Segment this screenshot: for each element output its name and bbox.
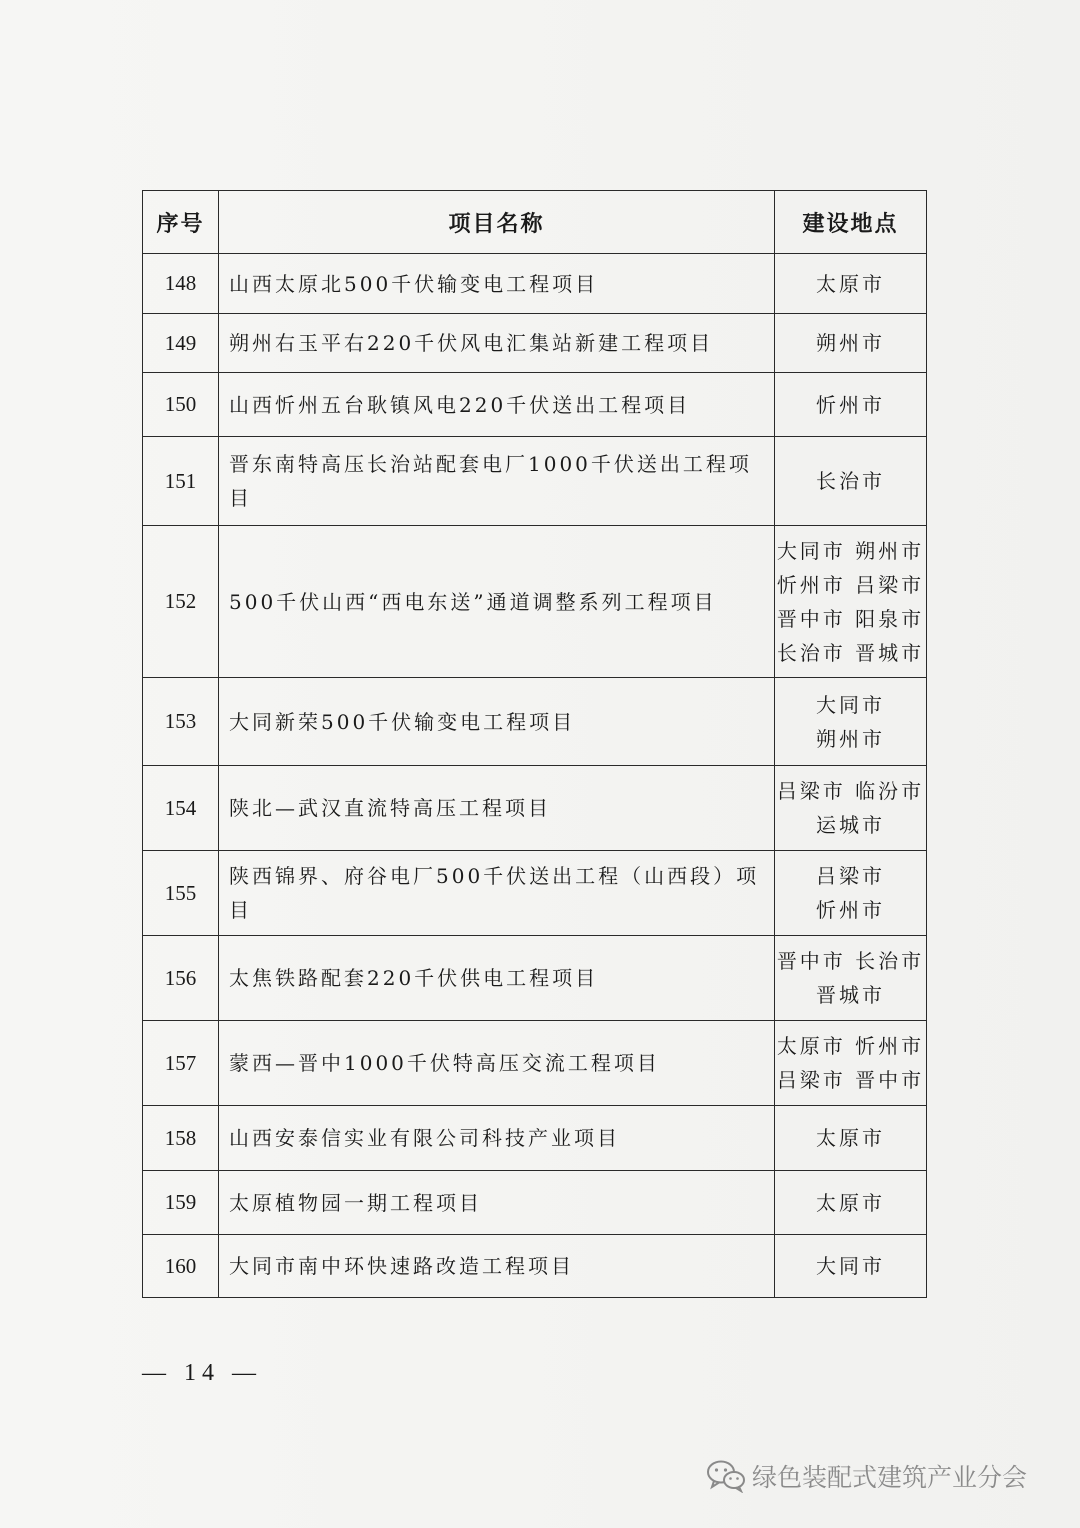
table-row xyxy=(143,936,927,1021)
project-location xyxy=(775,373,927,437)
project-name: 500千伏山西“西电东送”通道调整系列工程项目 xyxy=(219,526,775,678)
row-number: 153 xyxy=(143,678,219,766)
project-location xyxy=(775,1235,927,1298)
location-line: 晋城市 xyxy=(816,983,885,1007)
location-line: 忻州市 吕梁市 xyxy=(776,572,925,597)
table-row xyxy=(143,314,927,373)
table-row xyxy=(143,1106,927,1171)
project-name: 山西太原北500千伏输变电工程项目 xyxy=(219,254,775,314)
row-number: 150 xyxy=(143,373,219,437)
project-location xyxy=(775,1021,927,1106)
project-location xyxy=(775,936,927,1021)
wechat-icon xyxy=(706,1459,746,1493)
table-row xyxy=(143,373,927,437)
location-line: 吕梁市 临汾市 xyxy=(776,779,925,803)
project-name: 大同新荣500千伏输变电工程项目 xyxy=(219,678,775,766)
location-line: 晋中市 长治市 xyxy=(776,949,925,973)
table-row xyxy=(143,766,927,851)
row-number: 157 xyxy=(143,1021,219,1106)
row-number: 158 xyxy=(143,1106,219,1171)
project-name: 朔州右玉平右220千伏风电汇集站新建工程项目 xyxy=(219,314,775,373)
location-line: 吕梁市 xyxy=(816,864,885,888)
row-number: 160 xyxy=(143,1235,219,1298)
project-location xyxy=(775,1171,927,1235)
project-location xyxy=(775,678,927,766)
table-row xyxy=(143,1171,927,1235)
project-table xyxy=(142,190,927,1298)
location-line: 大同市 朔州市 xyxy=(776,538,925,563)
project-name: 太原植物园一期工程项目 xyxy=(219,1171,775,1235)
project-location xyxy=(775,437,927,526)
project-location xyxy=(775,851,927,936)
location-line: 太原市 忻州市 xyxy=(776,1034,925,1058)
page-number: — 14 — xyxy=(142,1360,262,1386)
row-number: 159 xyxy=(143,1171,219,1235)
row-number: 151 xyxy=(143,437,219,526)
location-line: 运城市 xyxy=(816,813,885,837)
project-name: 大同市南中环快速路改造工程项目 xyxy=(219,1235,775,1298)
row-number: 152 xyxy=(143,526,219,678)
header-name: 项目名称 xyxy=(219,191,775,254)
location-line: 太原市 xyxy=(816,1190,885,1215)
project-name: 蒙西—晋中1000千伏特高压交流工程项目 xyxy=(219,1021,775,1106)
table-header-row xyxy=(143,191,927,254)
project-name: 山西安泰信实业有限公司科技产业项目 xyxy=(219,1106,775,1171)
table-row xyxy=(143,254,927,314)
table-row xyxy=(143,437,927,526)
location-line: 吕梁市 晋中市 xyxy=(776,1068,925,1092)
project-location xyxy=(775,254,927,314)
project-location xyxy=(775,766,927,851)
project-name: 晋东南特高压长治站配套电厂1000千伏送出工程项目 xyxy=(219,437,775,526)
project-location xyxy=(775,314,927,373)
location-line: 长治市 xyxy=(816,469,885,493)
row-number: 148 xyxy=(143,254,219,314)
project-name: 陕西锦界、府谷电厂500千伏送出工程（山西段）项目 xyxy=(219,851,775,936)
table-row xyxy=(143,678,927,766)
project-location xyxy=(775,1106,927,1171)
watermark xyxy=(706,1458,1027,1494)
project-name: 太焦铁路配套220千伏供电工程项目 xyxy=(219,936,775,1021)
row-number: 155 xyxy=(143,851,219,936)
header-num: 序号 xyxy=(143,191,219,254)
project-name: 陕北—武汉直流特高压工程项目 xyxy=(219,766,775,851)
location-line: 晋中市 阳泉市 xyxy=(776,606,925,631)
location-line: 太原市 xyxy=(816,271,885,296)
table-row xyxy=(143,1021,927,1106)
location-line: 长治市 晋城市 xyxy=(776,640,925,665)
project-name: 山西忻州五台耿镇风电220千伏送出工程项目 xyxy=(219,373,775,437)
location-line: 忻州市 xyxy=(816,898,885,922)
row-number: 154 xyxy=(143,766,219,851)
table-row xyxy=(143,1235,927,1298)
header-location: 建设地点 xyxy=(775,191,927,254)
table-body xyxy=(143,254,927,1298)
row-number: 156 xyxy=(143,936,219,1021)
location-line: 朔州市 xyxy=(816,331,885,355)
location-line: 大同市 xyxy=(816,1254,885,1278)
location-line: 太原市 xyxy=(816,1126,885,1150)
location-line: 大同市 xyxy=(816,692,885,717)
table-row xyxy=(143,526,927,678)
location-line: 忻州市 xyxy=(816,392,885,417)
project-location xyxy=(775,526,927,678)
watermark-text: 绿色装配式建筑产业分会 xyxy=(752,1463,1028,1492)
table-row xyxy=(143,851,927,936)
location-line: 朔州市 xyxy=(816,726,885,751)
row-number: 149 xyxy=(143,314,219,373)
